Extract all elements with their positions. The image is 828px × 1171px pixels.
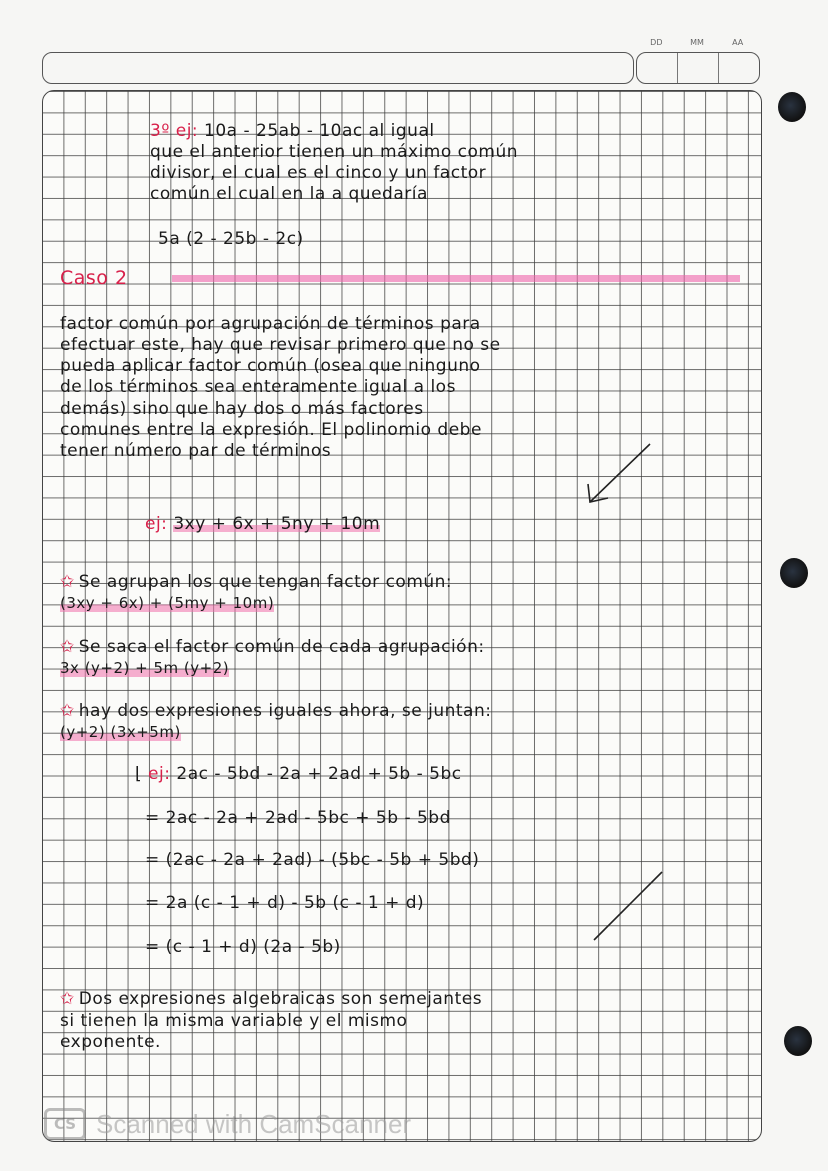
title-field: [42, 52, 634, 84]
step-2-result: 3x (y+2) + 5m (y+2): [60, 659, 230, 677]
caso2-example-expression: 3xy + 6x + 5ny + 10m: [173, 514, 381, 534]
example2-line-3: = 2a (c - 1 + d) - 5b (c - 1 + d): [145, 893, 425, 913]
star-icon: ✩: [60, 572, 75, 592]
example2-line-1: = 2ac - 2a + 2ad - 5bc + 5b - 5bd: [145, 808, 451, 828]
watermark-text: Scanned with CamScanner: [96, 1108, 412, 1139]
date-day-cell: [637, 53, 678, 83]
date-label-day: DD: [650, 38, 663, 47]
camscanner-watermark: [44, 1108, 411, 1140]
caso2-title: Caso 2: [60, 267, 128, 289]
example3-result: 5a (2 - 25b - 2c): [158, 229, 304, 249]
binder-hole-middle: [780, 558, 808, 588]
caso2-paragraph-3: de los términos sea enteramente igual a los: [60, 377, 456, 397]
caso2-highlight: [172, 275, 740, 282]
caso2-paragraph-2: pueda aplicar factor común (osea que ninguno: [60, 356, 481, 376]
note-line-2: exponente.: [60, 1032, 161, 1052]
star-icon: ✩: [60, 989, 75, 1009]
date-month-cell: [678, 53, 719, 83]
example3-label: 3º ej:: [150, 121, 199, 141]
date-labels: [636, 38, 758, 47]
star-icon: ✩: [60, 637, 75, 657]
camscanner-logo-icon: CS: [44, 1108, 86, 1140]
grid-paper: [42, 90, 762, 1142]
caso2-example-label: ej:: [145, 514, 168, 534]
example3-line-0: al igual: [368, 121, 435, 141]
caso2-example: [145, 514, 380, 535]
date-field: [636, 52, 760, 84]
caso2-paragraph-5: comunes entre la expresión. El polinomio debe: [60, 420, 482, 440]
example2-label: ej:: [148, 764, 171, 784]
date-label-month: MM: [690, 38, 704, 47]
step-2-text: ✩ Se saca el factor común de cada agrupación:: [60, 637, 485, 657]
example3-expression: 10a - 25ab - 10ac: [204, 121, 363, 141]
step-3-result: (y+2) (3x+5m): [60, 723, 181, 741]
example2-line-2: = (2ac - 2a + 2ad) - (5bc - 5b + 5bd): [145, 850, 480, 870]
example3-heading: [150, 121, 435, 142]
note-line-1: si tienen la misma variable y el mismo: [60, 1011, 408, 1031]
example2-line-4: = (c - 1 + d) (2a - 5b): [145, 937, 341, 957]
example3-line-2: divisor, el cual es el cinco y un factor: [150, 163, 487, 183]
binder-hole-top: [778, 92, 806, 122]
example3-line-3: común el cual en la a quedaría: [150, 184, 428, 204]
note-line-0: ✩ Dos expresiones algebraicas son semejantes: [60, 989, 483, 1009]
date-label-year: AA: [732, 38, 744, 47]
step-1-result: (3xy + 6x) + (5my + 10m): [60, 594, 275, 612]
caso2-paragraph-1: efectuar este, hay que revisar primero que no se: [60, 335, 501, 355]
step-1-text: ✩ Se agrupan los que tengan factor común:: [60, 572, 453, 592]
star-icon: ✩: [60, 701, 75, 721]
example2-line-0: ⌊ ej: 2ac - 5bd - 2a + 2ad + 5b - 5bc: [135, 764, 462, 784]
slash-mark-icon: [590, 868, 670, 948]
binder-hole-bottom: [784, 1026, 812, 1056]
step-3-text: ✩ hay dos expresiones iguales ahora, se juntan:: [60, 701, 492, 721]
arrow-icon: [580, 440, 660, 510]
date-year-cell: [719, 53, 759, 83]
caso2-paragraph-4: demás) sino que hay dos o más factores: [60, 399, 424, 419]
caso2-paragraph-0: factor común por agrupación de términos para: [60, 314, 481, 334]
example3-line-1: que el anterior tienen un máximo común: [150, 142, 519, 162]
caso2-paragraph-6: tener número par de términos: [60, 441, 332, 461]
